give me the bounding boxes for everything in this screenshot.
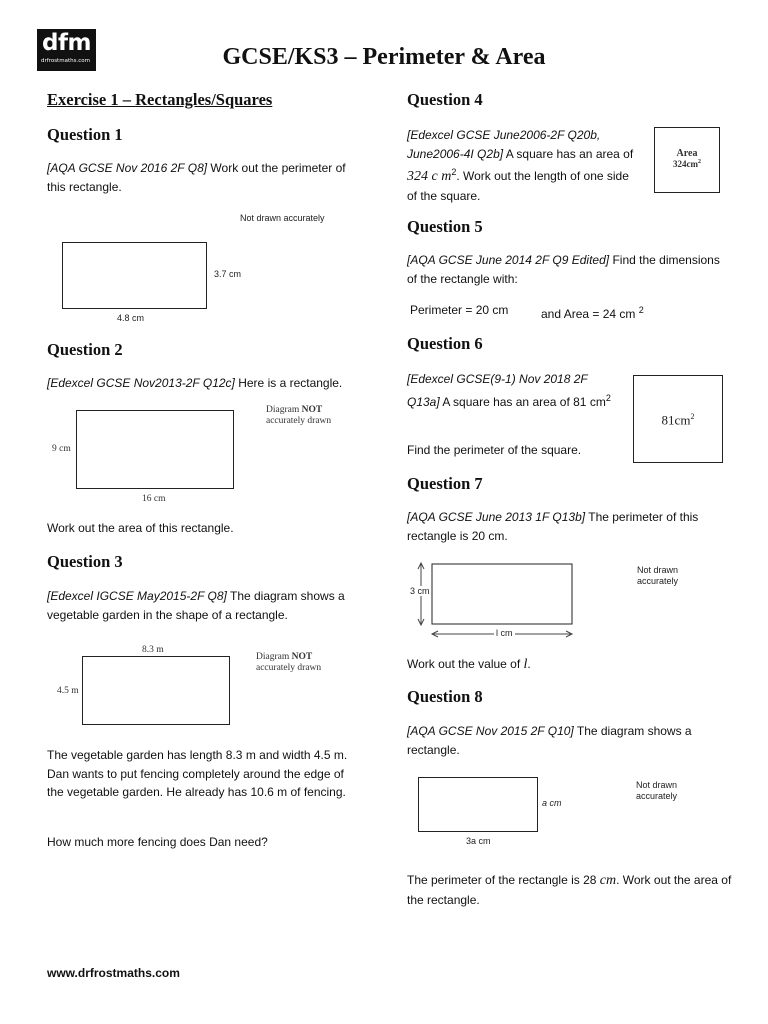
- q5-area-sup: 2: [638, 305, 644, 315]
- footer-url: www.drfrostmaths.com: [47, 966, 180, 980]
- q8-note-line2: accurately: [636, 791, 678, 801]
- q5-area: [541, 301, 644, 324]
- q8-after-end: . Work out the area of the rectangle.: [407, 873, 732, 907]
- question-7-after: [407, 655, 531, 675]
- q4-square-diagram: [654, 127, 720, 193]
- question-2-source: [Edexcel GCSE Nov2013-2F Q12c]: [47, 376, 235, 390]
- q1-width-label: 4.8 cm: [117, 313, 145, 323]
- q5-area-text: and Area = 24 cm: [541, 307, 636, 321]
- question-6-source: [Edexcel GCSE(9-1) Nov 2018 2F Q13a]: [407, 372, 588, 409]
- question-7-prompt: The perimeter of this rectangle is 20 cm.: [407, 510, 699, 543]
- question-3-paragraph: The vegetable garden has length 8.3 m and width 4.5 m. Dan wants to put fencing completely around the edge of the vegetable garden. He already has 10.6 m of fencing.: [47, 748, 348, 799]
- exercise-heading: Exercise 1 – Rectangles/Squares: [47, 90, 273, 109]
- q8-side-label: a cm: [542, 798, 562, 808]
- question-3-source: [Edexcel IGCSE May2015-2F Q8]: [47, 589, 227, 603]
- q2-width-label: 16 cm: [142, 494, 166, 504]
- question-2-heading: Question 2: [47, 340, 123, 359]
- q7-width-label: l cm: [496, 628, 513, 638]
- q4-box-area-value: [655, 159, 719, 169]
- question-8-heading: Question 8: [407, 687, 483, 706]
- q4-box-area-label: Area: [676, 148, 698, 159]
- question-4-text: [407, 126, 635, 205]
- q2-diagram-note: [266, 405, 331, 427]
- question-6-text: [407, 370, 621, 411]
- question-8-text: [407, 722, 727, 759]
- question-1-source: [AQA GCSE Nov 2016 2F Q8]: [47, 161, 208, 175]
- question-8-after: [407, 871, 737, 909]
- q6-box-label: 81cm: [661, 412, 691, 428]
- question-4-area-math: 324 c m: [407, 169, 452, 184]
- question-8-source: [AQA GCSE Nov 2015 2F Q10]: [407, 724, 574, 738]
- q7-height-label: 3 cm: [410, 586, 430, 596]
- question-4-area-sup: 2: [451, 167, 457, 177]
- q8-bottom-label: 3a cm: [466, 836, 491, 846]
- q8-after-unit: cm: [599, 873, 617, 888]
- question-2-text: [47, 374, 367, 393]
- q2-note-diagram: Diagram: [266, 405, 300, 415]
- q7-after-end: .: [527, 657, 531, 671]
- page-title: GCSE/KS3 – Perimeter & Area: [222, 44, 546, 70]
- question-4-prompt-a: A square has an area of: [505, 146, 634, 161]
- q6-square-diagram: [633, 375, 723, 463]
- q7-not-drawn-note: [637, 565, 678, 587]
- q7-after-text: Work out the value of: [407, 657, 521, 671]
- logo-text: dfm: [42, 30, 91, 56]
- q6-box-sup: 2: [690, 412, 695, 421]
- question-4-heading: Question 4: [407, 90, 483, 109]
- q8-after-text: The perimeter of the rectangle is 28: [407, 873, 597, 887]
- q8-rectangle: [418, 777, 538, 832]
- question-8-prompt: The diagram shows a rectangle.: [407, 724, 692, 757]
- question-7-source: [AQA GCSE June 2013 1F Q13b]: [407, 510, 586, 524]
- question-6-sup: 2: [605, 392, 611, 403]
- q7-note-line2: accurately: [637, 576, 679, 586]
- q2-note-accurately: accurately drawn: [266, 416, 332, 426]
- question-3-question: How much more fencing does Dan need?: [47, 835, 268, 849]
- q3-left-label: 4.5 m: [57, 686, 79, 696]
- question-6-heading: Question 6: [407, 334, 483, 353]
- q3-rectangle: [82, 656, 230, 725]
- question-3-prompt: The diagram shows a vegetable garden in the shape of a rectangle.: [47, 589, 345, 622]
- q3-note-not: NOT: [291, 652, 313, 662]
- q3-note-accurately: accurately drawn: [256, 663, 322, 673]
- question-5-text: [407, 251, 727, 288]
- question-4-prompt-b: . Work out the length of one side of the square.: [407, 169, 629, 203]
- question-1-prompt: Work out the perimeter of this rectangle.: [47, 161, 346, 194]
- q2-note-not: NOT: [301, 405, 323, 415]
- question-1-text: [47, 159, 367, 196]
- q4-box-value: 324cm: [673, 159, 698, 169]
- q3-note-diagram: Diagram: [256, 652, 290, 662]
- question-7-text: [407, 508, 727, 545]
- question-5-heading: Question 5: [407, 217, 483, 236]
- q7-note-line1: Not drawn: [637, 565, 679, 575]
- q5-perimeter: Perimeter = 20 cm: [410, 303, 509, 317]
- q7-rectangle: [432, 564, 572, 624]
- question-2-prompt: Here is a rectangle.: [238, 376, 343, 390]
- question-3-text: [47, 587, 367, 624]
- question-5-prompt: Find the dimensions of the rectangle with:: [407, 253, 720, 286]
- question-4-source: [Edexcel GCSE June2006-2F Q20b, June2006-4I Q2b]: [407, 128, 601, 161]
- q8-not-drawn-note: [636, 780, 677, 802]
- q3-diagram-note: [256, 652, 321, 674]
- logo-url: drfrostmaths.com: [41, 58, 90, 64]
- q1-not-drawn-note: Not drawn accurately: [240, 213, 325, 223]
- q2-height-label: 9 cm: [52, 444, 71, 454]
- q3-top-label: 8.3 m: [142, 645, 164, 655]
- q2-rectangle: [76, 410, 234, 489]
- q8-note-line1: Not drawn: [636, 780, 678, 790]
- question-1-heading: Question 1: [47, 125, 123, 144]
- q1-height-label: 3.7 cm: [214, 269, 242, 279]
- question-6-prompt: A square has an area of 81 cm: [442, 394, 606, 409]
- q4-box-sup: 2: [698, 159, 701, 165]
- q1-rectangle: [62, 242, 207, 309]
- question-7-heading: Question 7: [407, 474, 483, 493]
- question-5-source: [AQA GCSE June 2014 2F Q9 Edited]: [407, 253, 610, 267]
- q7-after-var: l: [523, 657, 528, 672]
- question-3-heading: Question 3: [47, 552, 123, 571]
- question-6-after: Find the perimeter of the square.: [407, 443, 582, 457]
- question-2-after: Work out the area of this rectangle.: [47, 521, 234, 535]
